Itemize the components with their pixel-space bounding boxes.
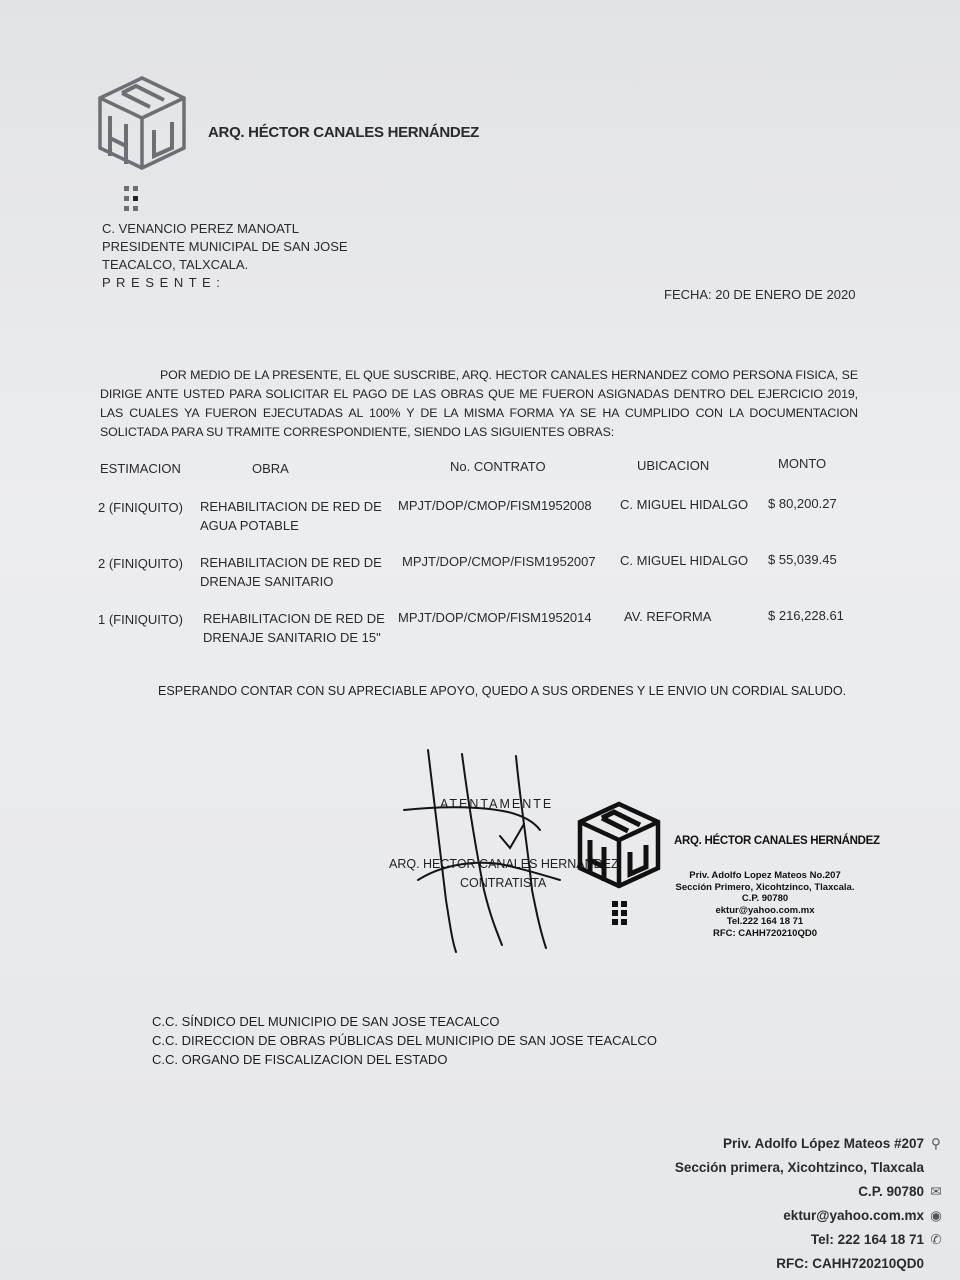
footer-contact	[675, 1132, 944, 1276]
row1-estimacion: 2 (FINIQUITO)	[98, 500, 183, 515]
cc-obras-publicas: C.C. DIRECCION DE OBRAS PÚBLICAS DEL MUNICIPIO DE SAN JOSE TEACALCO	[152, 1033, 657, 1048]
row3-estimacion: 1 (FINIQUITO)	[98, 612, 183, 627]
row2-monto: $ 55,039.45	[768, 552, 837, 567]
row1-obra-line2: AGUA POTABLE	[200, 518, 299, 533]
header-contrato: No. CONTRATO	[450, 459, 546, 474]
stamp-email: ektur@yahoo.com.mx	[715, 904, 815, 916]
recipient-location: TEACALCO, TALXCALA.	[102, 257, 249, 272]
footer-email: ektur@yahoo.com.mx	[783, 1208, 924, 1223]
company-name: ARQ. HÉCTOR CANALES HERNÁNDEZ	[208, 124, 480, 141]
stamp-details	[640, 870, 890, 939]
footer-tel: Tel: 222 164 18 71	[810, 1232, 924, 1247]
row2-ubicacion: C. MIGUEL HIDALGO	[620, 553, 749, 568]
header-estimacion: ESTIMACION	[100, 461, 181, 476]
row3-contrato: MPJT/DOP/CMOP/FISM1952014	[398, 610, 592, 625]
row3-obra	[203, 609, 385, 647]
header-obra: OBRA	[252, 461, 289, 476]
location-pin-icon: ⚲	[931, 1136, 941, 1151]
header-monto: MONTO	[778, 456, 827, 471]
cc-block	[152, 1012, 657, 1069]
row1-monto: $ 80,200.27	[768, 496, 837, 511]
cc-fiscalizacion: C.C. ORGANO DE FISCALIZACION DEL ESTADO	[152, 1052, 448, 1067]
footer-rfc-row	[675, 1252, 924, 1276]
handwritten-signature	[400, 740, 600, 960]
row1-obra-line1: REHABILITACION DE RED DE	[200, 499, 382, 514]
row3-ubicacion: AV. REFORMA	[624, 609, 712, 624]
recipient-presente: P R E S E N T E :	[102, 275, 221, 290]
footer-address1-row	[675, 1132, 944, 1156]
recipient-block	[102, 220, 348, 292]
atentamente-label: ATENTAMENTE	[440, 797, 554, 811]
stamp-tel: Tel.222 164 18 71	[726, 916, 804, 927]
recipient-name: C. VENANCIO PEREZ MANOATL	[102, 221, 299, 236]
row2-obra-line2: DRENAJE SANITARIO	[200, 574, 334, 589]
stamp-rfc: RFC: CAHH720210QD0	[712, 927, 817, 939]
signer-role: CONTRATISTA	[460, 876, 547, 890]
cc-sindico: C.C. SÍNDICO DEL MUNICIPIO DE SAN JOSE TEACALCO	[152, 1014, 500, 1029]
stamp-cp: C.P. 90780	[741, 893, 789, 904]
footer-rfc: RFC: CAHH720210QD0	[776, 1256, 924, 1271]
signer-name: ARQ. HECTOR CANALES HERNANDEZ	[389, 857, 619, 871]
stamp-title: ARQ. HÉCTOR CANALES HERNÁNDEZ	[674, 835, 880, 847]
body-paragraph: POR MEDIO DE LA PRESENTE, EL QUE SUSCRIBE, ARQ. HECTOR CANALES HERNANDEZ COMO PERSONA FISICA, SE DIRIGE ANTE USTED PARA SOLICITAR EL PAGO DE LAS OBRAS QUE ME FUERON ASIGNADAS DENTRO DEL EJERCICIO 2019, LAS CUALES YA FUERON EJECUTADAS AL 100% Y DE LA MISMA FORMA YA SE HA CUMPLIDO CON LA DOCUMENTACION SOLICTADA PARA SU TRAMITE CORRESPONDIENTE, SIENDO LAS SIGUIENTES OBRAS:	[100, 368, 858, 439]
footer-address1: Priv. Adolfo López Mateos #207	[722, 1136, 924, 1151]
hc-cube-logo-icon	[92, 72, 192, 222]
header-ubicacion: UBICACION	[637, 458, 710, 473]
stamp-section: Sección Primero, Xicohtzinco, Tlaxcala.	[675, 881, 855, 893]
row2-contrato: MPJT/DOP/CMOP/FISM1952007	[402, 554, 596, 569]
row1-ubicacion: C. MIGUEL HIDALGO	[620, 497, 749, 512]
row3-obra-line2: DRENAJE SANITARIO DE 15"	[203, 630, 381, 645]
footer-address2-row	[675, 1156, 924, 1180]
stamp-address: Priv. Adolfo Lopez Mateos No.207	[689, 870, 841, 881]
phone-icon: ✆	[930, 1232, 942, 1247]
globe-icon: ◉	[930, 1208, 942, 1223]
row2-obra-line1: REHABILITACION DE RED DE	[200, 555, 382, 570]
footer-cp: C.P. 90780	[858, 1184, 924, 1199]
footer-tel-row	[675, 1228, 944, 1252]
footer-email-row	[675, 1204, 944, 1228]
row2-obra	[200, 553, 382, 591]
recipient-title: PRESIDENTE MUNICIPAL DE SAN JOSE	[102, 239, 348, 254]
letter-date: FECHA: 20 DE ENERO DE 2020	[664, 287, 856, 302]
row2-estimacion: 2 (FINIQUITO)	[98, 556, 183, 571]
row1-contrato: MPJT/DOP/CMOP/FISM1952008	[398, 498, 592, 513]
footer-address2: Sección primera, Xicohtzinco, Tlaxcala	[674, 1160, 924, 1175]
row1-obra	[200, 497, 382, 535]
closing-line: ESPERANDO CONTAR CON SU APRECIABLE APOYO, QUEDO A SUS ORDENES Y LE ENVIO UN CORDIAL SALUDO.	[158, 684, 847, 698]
envelope-icon: ✉	[930, 1184, 942, 1199]
footer-cp-row	[675, 1180, 944, 1204]
row3-monto: $ 216,228.61	[768, 608, 844, 623]
row3-obra-line1: REHABILITACION DE RED DE	[203, 611, 385, 626]
